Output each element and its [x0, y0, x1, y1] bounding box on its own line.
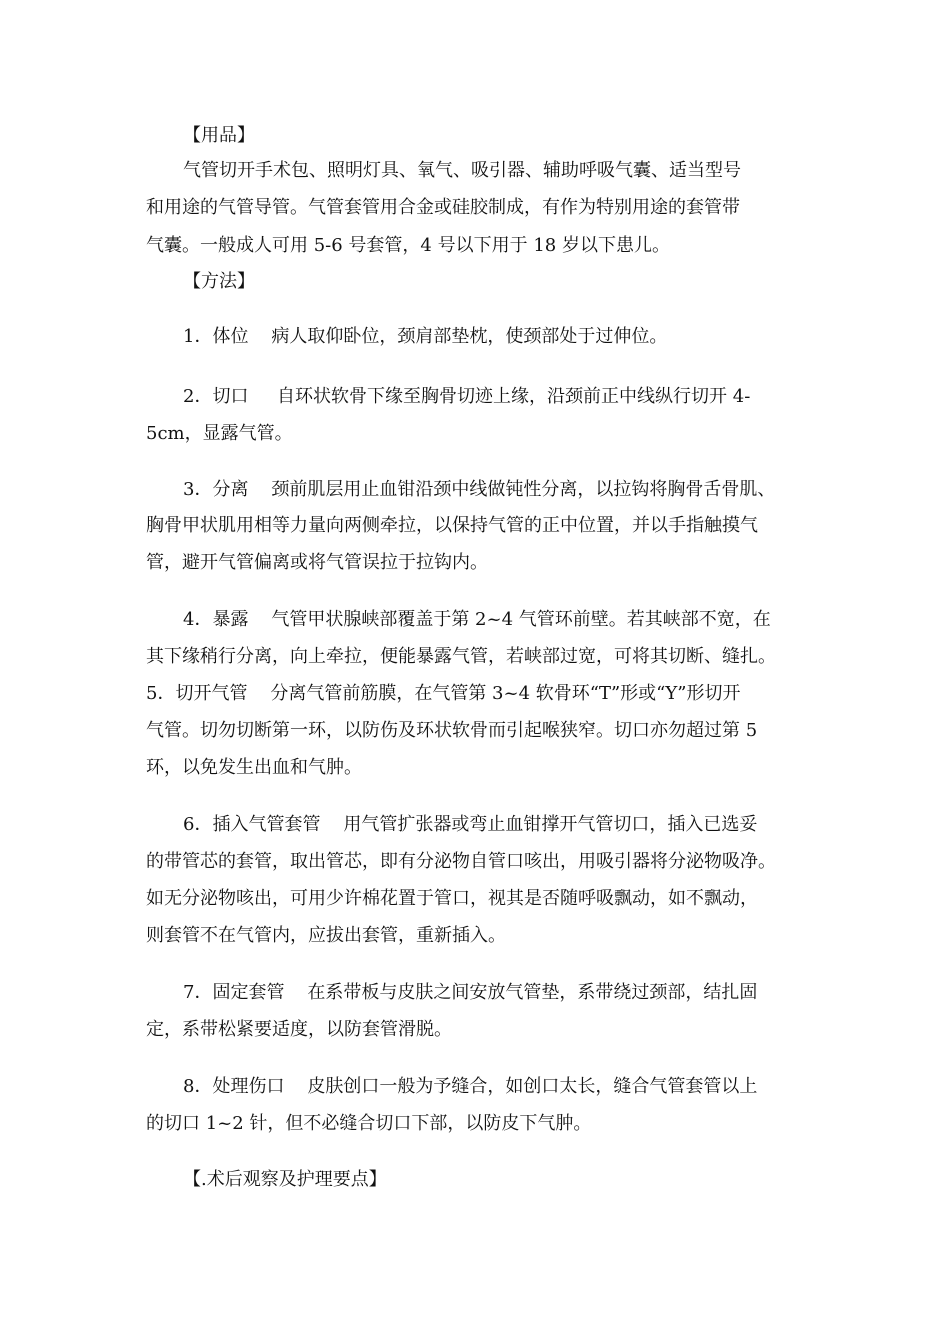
method-step-3: 3．分离 颈前肌层用止血钳沿颈中线做钝性分离，以拉钩将胸骨舌骨肌、: [183, 479, 776, 500]
method-step-8-cont: 的切口 1~2 针，但不必缝合切口下部，以防皮下气肿。: [146, 1113, 592, 1134]
supplies-text-line: 和用途的气管导管。气管套管用合金或硅胶制成，有作为特别用途的套管带: [146, 197, 740, 218]
section-heading-postop: 【.术后观察及护理要点】: [183, 1169, 387, 1190]
method-step-3-cont: 管，避开气管偏离或将气管误拉于拉钩内。: [146, 552, 488, 573]
method-step-2: 2．切口 自环状软骨下缘至胸骨切迹上缘，沿颈前正中线纵行切开 4-: [183, 386, 751, 407]
method-step-7-cont: 定，系带松紧要适度，以防套管滑脱。: [146, 1019, 452, 1040]
method-step-6-cont: 如无分泌物咳出，可用少许棉花置于管口，视其是否随呼吸飘动，如不飘动，: [146, 888, 758, 909]
supplies-text-line: 气管切开手术包、照明灯具、氧气、吸引器、辅助呼吸气囊、适当型号: [183, 160, 741, 181]
method-step-7: 7．固定套管 在系带板与皮肤之间安放气管垫，系带绕过颈部，结扎固: [183, 982, 758, 1003]
method-step-2-cont: 5cm，显露气管。: [146, 423, 293, 444]
supplies-text-line: 气囊。一般成人可用 5-6 号套管，4 号以下用于 18 岁以下患儿。: [146, 235, 670, 256]
method-step-6: 6．插入气管套管 用气管扩张器或弯止血钳撑开气管切口，插入已选妥: [183, 814, 758, 835]
method-step-4-cont: 其下缘稍行分离，向上牵拉，便能暴露气管，若峡部过宽，可将其切断、缝扎。: [146, 646, 776, 667]
method-step-1: 1．体位 病人取仰卧位，颈肩部垫枕，使颈部处于过伸位。: [183, 326, 668, 347]
method-step-4: 4．暴露 气管甲状腺峡部覆盖于第 2~4 气管环前壁。若其峡部不宽，在: [183, 609, 771, 630]
section-heading-supplies: 【用品】: [183, 125, 255, 146]
section-heading-method: 【方法】: [183, 271, 255, 292]
method-step-3-cont: 胸骨甲状肌用相等力量向两侧牵拉，以保持气管的正中位置，并以手指触摸气: [146, 515, 758, 536]
method-step-8: 8．处理伤口 皮肤创口一般为予缝合，如创口太长，缝合气管套管以上: [183, 1076, 758, 1097]
method-step-6-cont: 则套管不在气管内，应拔出套管，重新插入。: [146, 925, 506, 946]
method-step-5-cont: 气管。切勿切断第一环，以防伤及环状软骨而引起喉狭窄。切口亦勿超过第 5: [146, 720, 758, 741]
method-step-5-cont: 环，以免发生出血和气肿。: [146, 757, 362, 778]
method-step-5: 5．切开气管 分离气管前筋膜，在气管第 3~4 软骨环“T”形或“Y”形切开: [146, 683, 741, 704]
method-step-6-cont: 的带管芯的套管，取出管芯，即有分泌物自管口咳出，用吸引器将分泌物吸净。: [146, 851, 776, 872]
